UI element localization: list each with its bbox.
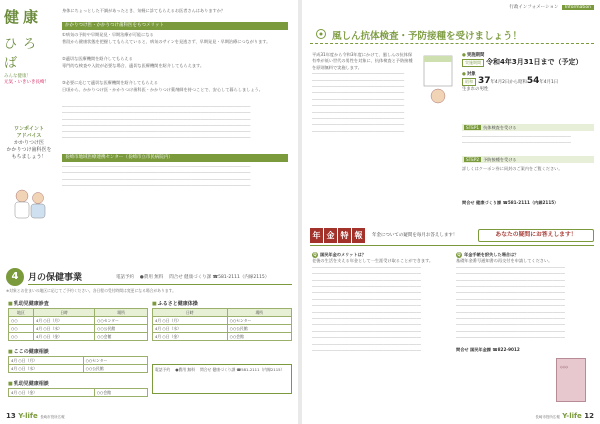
center-text: ――――――――――――――――――――――――――――――――――――――――――――― ――――――――――――――――――――――――――――――――――――――――――――― ――――――――――――――――――――――――――――――――――――――――――――― ――――――――――――――――――――――――――――――――――――――――――――― (62, 164, 251, 188)
step1-body: ―――――――――――――――――――――――――― ―――――――――――――――――――――――――― (462, 134, 571, 146)
year-end: 54 (526, 76, 540, 86)
table-cell: 4月 ○日（月） (9, 357, 84, 365)
table-head-cell: 場所 (227, 309, 291, 317)
hoken-note: ※対象とお住まいの地区に応じてご予約ください。各日程の受付時間は変更になる場合があります。 (6, 288, 176, 293)
answer-2-filler: ―――――――――――――――――――――――――― ―――――――――――――――――――――――――― ―――――――――――――――――――――――――― ―――――――――――――――――――――――――― ―――――――――――――――――――――――――― ―――――――――――――――――――――――――― ―――――――――――――――――――――――――― ―――――――――――――――――――――――――― ―――――――――――――――――――――――――― ―――――――――――――――――――――――――― ―――――――――――――――――――――――――― ―――――――――――――――――――――――――― (456, 264, 565, 341)
schedule-table-1 (8, 308, 148, 341)
fushin-rule (310, 43, 594, 44)
section-tag-label: 行政インフォメーション (509, 5, 559, 10)
side-line: 元気・いきいき長崎！ (4, 80, 49, 85)
table-row (153, 317, 292, 325)
table-cell: ○○会館 (227, 333, 291, 341)
magazine-name-right: Y-life (562, 412, 582, 420)
table-cell: ○○ (9, 325, 34, 333)
footer-left (6, 412, 65, 420)
qa-1 (312, 252, 450, 361)
q-badge: Q (313, 252, 317, 257)
onepoint-body: かかりつけ医 (13, 140, 44, 146)
nenkin-char-4: 報 (352, 228, 365, 243)
nyuyoji-kenshin-heading: ■ 乳幼児健康診査 (8, 300, 49, 307)
answer-1-filler: ―――――――――――――――――――――――――― ―――――――――――――――――――――――――― ―――――――――――――――――――――――――― ―――――――――――――――――――――――――― ―――――――――――――――――――――――――― ―――――――――――――――――――――――――― ―――――――――――――――――――――――――― ―――――――――――――――――――――――――― ―――――――――――――――――――――――――― ―――――――――――――――――――――――――― ―――――――――――――――――――――――――― ―――――――――――――――――――――――――― ―――――――――――――――――――――――――― ―――――――――――――――――――――――――― (312, 264, 421, 354)
kikan-date: 令和4年3月31日まで（予定） (486, 58, 583, 66)
magazine-sub-left: 長崎市役所広報 (40, 415, 65, 419)
step1-badge: STEP1 (466, 125, 480, 130)
table-cell: ○○公民館 (83, 365, 147, 373)
schedule-table-3 (8, 388, 148, 397)
q-badge: Q (457, 252, 461, 257)
side-title: みんな健康！ (4, 74, 31, 79)
kenko-title: 健康 (4, 8, 43, 26)
question-1: 国民年金のメリットは？ (320, 252, 366, 257)
qa-2 (456, 252, 594, 353)
merit-1-title: ①病気の予防や早期発見・早期治療が可能になる (62, 32, 154, 37)
fushin-contact: 問合せ 健康づくり課 ☎581-2111（内線2115） (462, 200, 559, 205)
table-head-cell: 地区 (9, 309, 34, 317)
table-cell: 4月 ○日（月） (33, 317, 94, 325)
section-tag (509, 4, 594, 10)
step2-body-text: 詳しくはクーポン券に同封のご案内をご覧ください。 (462, 166, 563, 171)
step2-badge: STEP2 (466, 157, 480, 162)
furusato-heading: ■ ふるさと健康体操 (152, 300, 198, 307)
kikan-pill: 実施期間 (462, 59, 484, 67)
fushin-body-text: 平成31年度から令和3年度にかけて、風しんの抗体保有率が低い世代の男性を対象に、抗体検査と予防接種を原則無料で実施します。 (312, 52, 413, 70)
table-cell: ○○会館 (94, 389, 147, 397)
table-row (9, 317, 148, 325)
page-number-left: 13 (6, 412, 16, 420)
taisho-tail: 生まれの男性 (462, 87, 489, 92)
section-tag-info: Information (562, 5, 594, 10)
step2-body (462, 166, 594, 196)
schedule-table-4 (152, 308, 292, 341)
nenkin-contact: 問合せ 国民年金課 ☎822-9012 (456, 346, 520, 352)
onepoint-title: ワンポイント (13, 126, 44, 132)
table-cell: 4月 ○日（水） (9, 365, 84, 373)
nyuyoji-soudan-heading: ■ 乳幼児健康相談 (8, 380, 49, 387)
table-row (9, 333, 148, 341)
step2-text: 予防接種を受ける (483, 157, 517, 162)
page-number-right: 12 (584, 412, 594, 420)
merit-2-title: ②適切な医療機関を紹介してもらえる (62, 56, 133, 61)
table-cell: ○○センター (95, 317, 148, 325)
era-pill: 昭和 (462, 78, 476, 86)
kokoro-heading: ■ ここの健康相談 (8, 348, 49, 355)
fushin-body: 平成31年度から令和3年度にかけて、風しんの抗体保有率が低い世代の男性を対象に、抗体検査と予防接種を原則無料で実施します。 ―――――――――――――――――――――― ―――――――――――――――――――――― ―――――――――――――――――――――― ―――――――――――――――――――――― ―――――――――――――――――――――― ―――――――――――――――――――――― ―――――――――――――――――――――― ―――――――――――――――――――――― ―――――――――――――――――――――― ―――――――――――――――――――――― (312, 52, 413, 134)
nenkin-banner: あなたの疑問にお答えします！ (478, 229, 594, 242)
year-start: 37 (478, 76, 491, 86)
taisho-heading: ● 対象 (462, 71, 594, 78)
table-row (9, 389, 148, 397)
table-cell: ○○センター (227, 317, 291, 325)
step2-bar (462, 156, 594, 163)
nenkin-char-1: 年 (310, 228, 323, 243)
merit-2-text: 専門的な検査や入院が必要な場合、適切な医療機関を紹介してもらえます。 (62, 63, 205, 68)
hoken-meta: 電話予約 ●費用 無料 問合せ 健康づくり課 ☎581-2111（内線2115） (116, 275, 270, 280)
onepoint-sub: アドバイス (16, 133, 42, 139)
center-bar: 長崎市地域医療連携センター（長崎市立市民病院内） (62, 154, 288, 162)
table-cell: ○○ (9, 317, 34, 325)
hoken-header (6, 268, 292, 286)
doctor-illustration (10, 186, 50, 222)
table-row (153, 325, 292, 333)
onepoint-body3: もちましょう！ (11, 154, 47, 160)
kenko-side-slogan (4, 74, 52, 86)
nenkin-char-3: 特 (338, 228, 351, 243)
hoken-title: 月の保健事業 (28, 273, 83, 283)
onepoint-body2: かかりつけ歯科医を (6, 147, 52, 153)
calendar-illustration (420, 52, 456, 106)
merit-3-title: ③必要に応じて適切な医療機関を紹介してもらえる (62, 80, 158, 85)
pension-book-illustration (556, 358, 586, 402)
nenkin-header (310, 228, 594, 246)
fushin-title: 風しん抗体検査・予防接種を受けましょう！ (332, 31, 523, 42)
table-cell: 4月 ○日（月） (153, 317, 228, 325)
nenkin-subtitle: 年金についての疑問を毎月お答えします！ (372, 233, 458, 238)
nenkin-char-2: 金 (324, 228, 337, 243)
table-cell: 4月 ○日（水） (33, 325, 94, 333)
taisho-mid: 年4月2日から昭和 (490, 80, 527, 85)
hoken-rule (28, 284, 292, 285)
target-box (462, 52, 594, 93)
filler-text: ――――――――――――――――――――――――――――――――――――――――――――― ――――――――――――――――――――――――――――――――――――――――――――― ――――――――――――――――――――――――――――――――――――――――――――― ――――――――――――――――――――――――――――――――――――――――――――― ――――――――――――――――――――――――――――――――――――――――――――― ――――――――――――――――――――――――――――――――――――――――――――― (62, 104, 251, 141)
merit-bar: かかりつけ医・かかりつけ歯科医をもつメリット (62, 22, 288, 30)
table-row (9, 357, 148, 365)
merit-3-text: 日頃から、かかりつけ医・かかりつけ歯科医・かかりつけ薬剤師を持つことで、安心して暮らしましょう。 (62, 87, 263, 92)
table-cell: ○○公民館 (227, 325, 291, 333)
table-head-cell: 日時 (33, 309, 94, 317)
table-row (9, 325, 148, 333)
answer-2: 基礎年金番号通知書の再交付を申請してください。 (456, 258, 553, 264)
info-box (152, 364, 292, 394)
table-cell: 4月 ○日（水） (153, 325, 228, 333)
table-head-cell: 場所 (95, 309, 148, 317)
table-cell: ○○公民館 (95, 325, 148, 333)
merit-1-text: 普段から健康状態を把握してもらえていると、病気のサインを見逃さず、早期発見・早期治療につながります。 (62, 39, 271, 44)
table-cell: 4月 ○日（金） (9, 389, 95, 397)
kikan-heading: ● 実施期間 (462, 52, 594, 59)
intro-paragraph: 身体にちょっとした不調があったとき、気軽に診てもらえるお医者さんはありますか？ (62, 8, 226, 13)
table-cell: ○○ (9, 333, 34, 341)
step1-text: 抗体検査を受ける (483, 125, 517, 130)
fushin-header (310, 26, 594, 44)
table-cell: ○○センター (83, 357, 147, 365)
onepoint-advice (6, 126, 52, 161)
table-cell: 4月 ○日（金） (33, 333, 94, 341)
footer-right (535, 412, 594, 420)
answer-1: 老後の生活を支える年金として一生涯受け取ることができます。 (312, 258, 434, 264)
taisho-end: 年4月1日 (539, 80, 559, 85)
info-box-text: 電話予約 ●費用 無料 問合せ 健康づくり課 ☎581-2111（内線2115） (155, 367, 285, 372)
month-badge: 4 (6, 268, 24, 286)
book-label: ◇◇◇ (560, 365, 569, 369)
table-cell: 4月 ○日（金） (153, 333, 228, 341)
table-row (9, 365, 148, 373)
schedule-table-2 (8, 356, 148, 373)
step1-bar (462, 124, 594, 131)
kenko-title-block (4, 6, 56, 70)
kenko-kana: ひろば (4, 37, 43, 71)
question-2: 年金手帳を紛失した場合は？ (464, 252, 519, 257)
table-row (153, 333, 292, 341)
table-head-cell: 日時 (153, 309, 228, 317)
table-cell: ○○会館 (95, 333, 148, 341)
virus-icon (314, 27, 328, 41)
nenkin-rule (310, 245, 594, 246)
magazine-sub-right: 長崎市役所広報 (535, 415, 560, 419)
magazine-name-left: Y-life (18, 412, 38, 420)
